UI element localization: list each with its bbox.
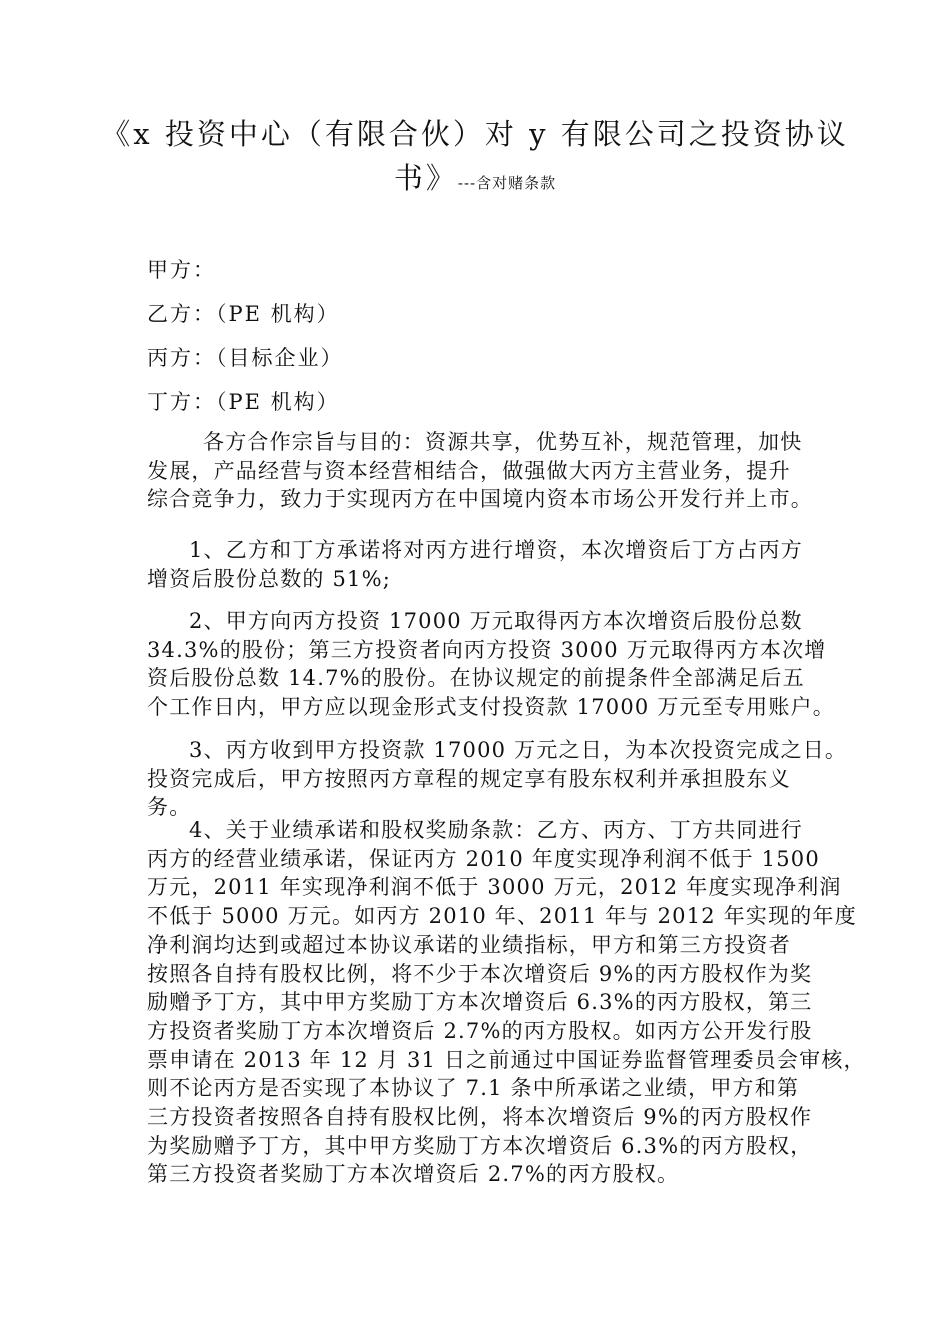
text-line: 万元，2011 年实现净利润不低于 3000 万元，2012 年度实现净利润 [147,875,842,900]
text-line: 方投资者奖励丁方本次增资后 2.7%的丙方股权。如丙方公开发行股 [147,1018,813,1043]
paragraph-purpose [147,428,827,514]
text-line: 票申请在 2013 年 12 月 31 日之前通过中国证券监督管理委员会审核， [147,1047,866,1072]
document-title: 《x 投资中心（有限合伙）对 y 有限公司之投资协议 [101,117,849,151]
document-title-end: 书》 [393,161,458,195]
text-line: 增资后股份总数的 51%; [147,566,392,591]
document-subtitle: ---含对赌条款 [457,174,557,192]
text-line: 则不论丙方是否实现了本协议了 7.1 条中所承诺之业绩，甲方和第 [147,1076,800,1101]
party-c: 丙方：（目标企业） [147,346,344,370]
text-line: 三方投资者按照各自持有股权比例，将本次增资后 9%的丙方股权作 [147,1105,813,1130]
party-b: 乙方：（PE 机构） [147,302,340,326]
text-line: 投资完成后，甲方按照丙方章程的规定享有股东权利并承担股东义 [147,766,791,791]
text-line: 为奖励赠予丁方，其中甲方奖励丁方本次增资后 6.3%的丙方股权， [147,1133,813,1158]
text-line: 4、关于业绩承诺和股权奖励条款：乙方、丙方、丁方共同进行 [189,818,803,842]
paragraph-clause-1 [147,536,827,593]
text-line: 不低于 5000 万元。如丙方 2010 年、2011 年与 2012 年实现的年度 [147,904,857,929]
document-title-continued [0,156,950,197]
text-line: 资后股份总数 14.7%的股份。在协议规定的前提条件全部满足后五 [147,666,805,691]
text-line: 按照各自持有股权比例，将不少于本次增资后 9%的丙方股权作为奖 [147,961,813,986]
text-line: 个工作日内，甲方应以现金形式支付投资款 17000 万元至专用账户。 [147,695,835,720]
party-d: 丁方：（PE 机构） [147,390,340,414]
party-a: 甲方： [147,258,216,282]
paragraph-clause-3 [147,736,848,822]
text-line: 1、乙方和丁方承诺将对丙方进行增资，本次增资后丁方占丙方 [189,538,803,562]
text-line: 发展，产品经营与资本经营相结合，做强做大丙方主营业务，提升 [147,458,791,483]
text-line: 综合竞争力，致力于实现丙方在中国境内资本市场公开发行并上市。 [147,487,813,512]
paragraph-clause-4 [147,816,866,1189]
text-line: 3、丙方收到甲方投资款 17000 万元之日，为本次投资完成之日。 [189,738,848,762]
text-line: 第三方投资者奖励丁方本次增资后 2.7%的丙方股权。 [147,1162,680,1187]
text-line: 34.3%的股份；第三方投资者向丙方投资 3000 万元取得丙方本次增 [147,637,827,662]
text-line: 2、甲方向丙方投资 17000 万元取得丙方本次增资后股份总数 [189,609,803,633]
text-line: 务。 [147,795,192,820]
paragraph-clause-2 [147,607,835,722]
text-line: 各方合作宗旨与目的：资源共享，优势互补，规范管理，加快 [203,430,803,454]
text-line: 丙方的经营业绩承诺，保证丙方 2010 年度实现净利润不低于 1500 [147,846,820,871]
text-line: 励赠予丁方，其中甲方奖励丁方本次增资后 6.3%的丙方股权，第三 [147,990,813,1015]
text-line: 净利润均达到或超过本协议承诺的业绩指标，甲方和第三方投资者 [147,932,791,957]
